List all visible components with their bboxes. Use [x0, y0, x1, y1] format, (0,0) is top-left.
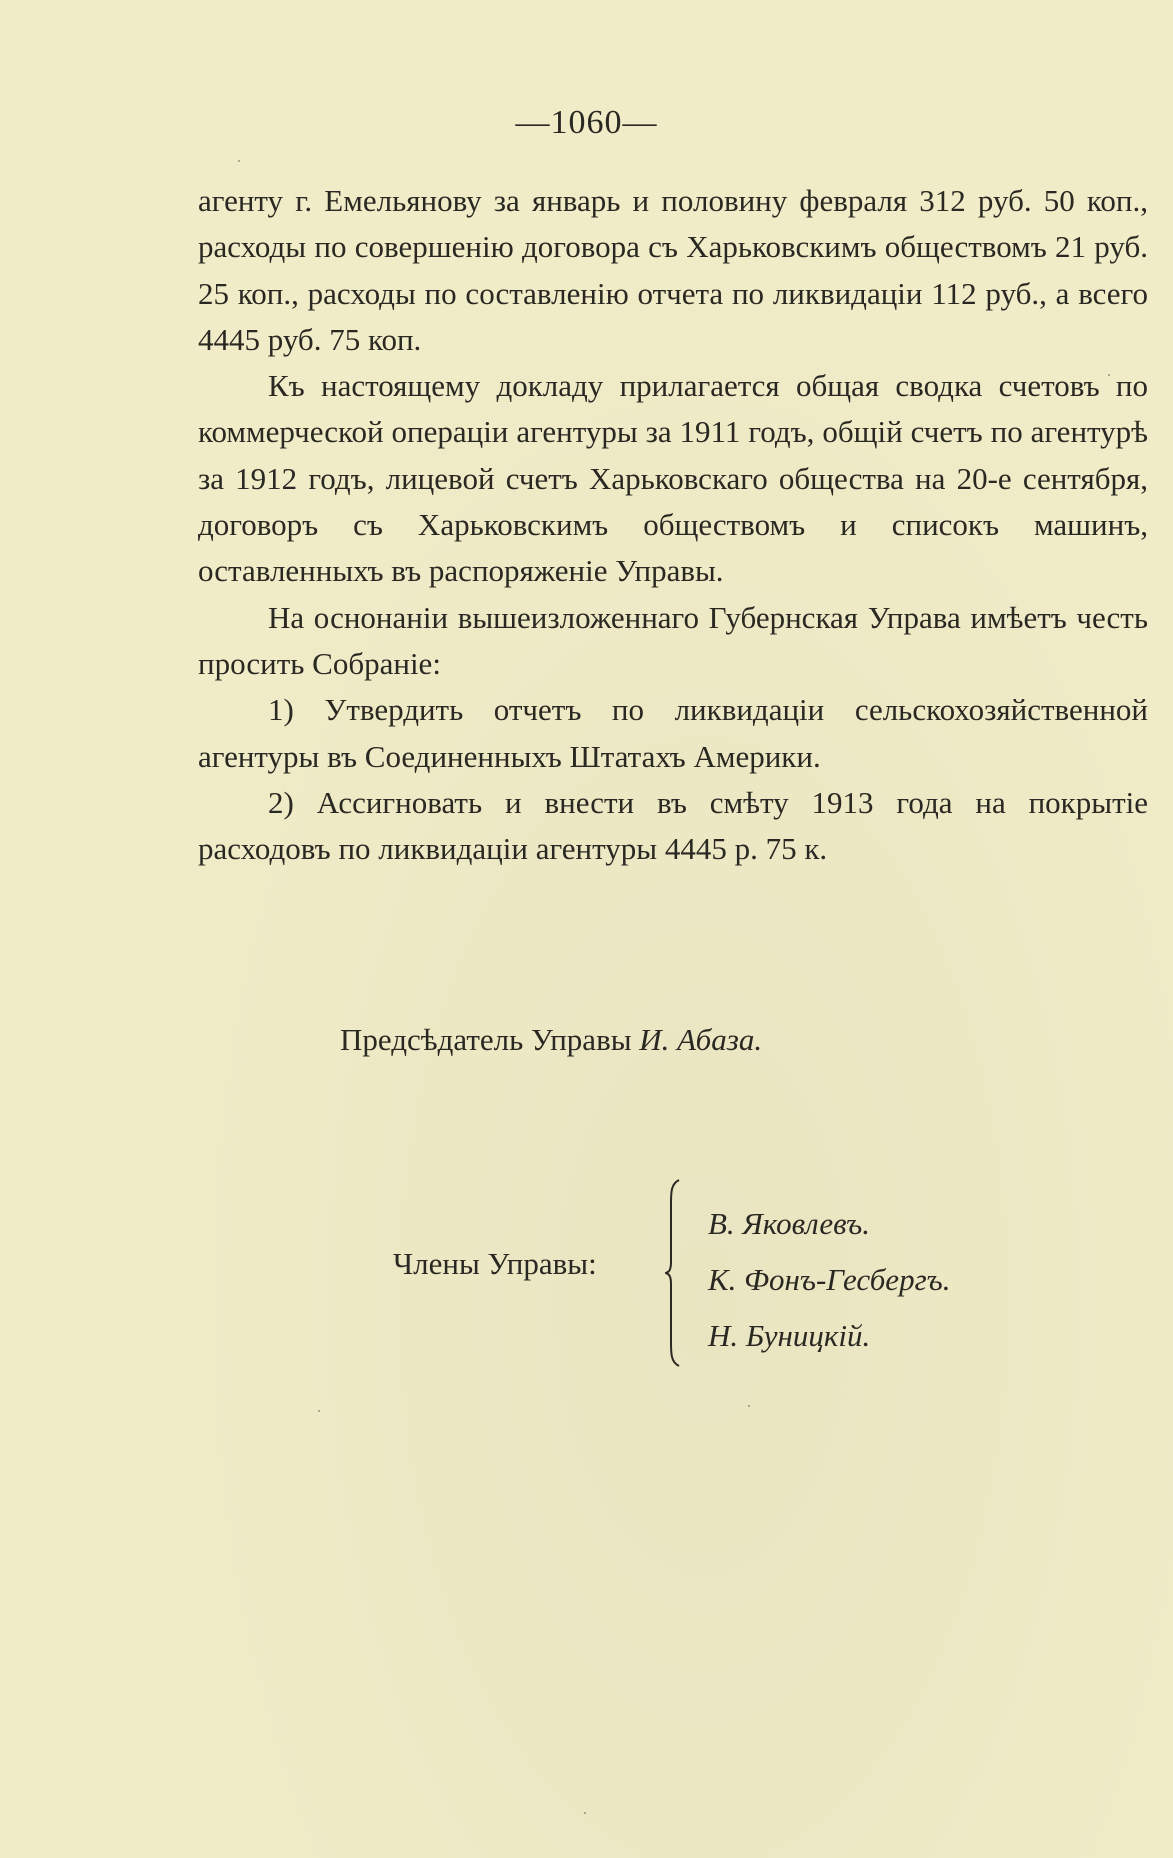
members-label: Члены Управы: [393, 1246, 597, 1281]
paragraph-expenses: агенту г. Емельянову за январь и половину февраля 312 руб. 50 коп., расходы по совершенiю договора съ Харьковскимъ обществомъ 21 руб. 25 коп., расходы по составленiю отчета по ликвидацiи 112 руб., а всего 4445 руб. 75 коп. [198, 183, 1148, 357]
member-name: К. Фонъ-Гесбергъ. [708, 1262, 951, 1297]
page-number: —1060— [515, 104, 658, 141]
report-text [198, 178, 1148, 872]
members-list [708, 1196, 951, 1364]
chairman-signature-line [340, 1022, 762, 1058]
chairman-signature: И. Абаза. [639, 1022, 763, 1057]
paragraph-attachments: Къ настоящему докладу прилагается общая сводка счетовъ по коммерческой операцiи агентуры за 1911 годъ, общiй счетъ по агентурѣ за 1912 годъ, лицевой счетъ Харьковскаго общества на 20-е сентября, договоръ съ Харьковскимъ обществомъ и списокъ машинъ, оставленныхъ въ распоряженiе Управы. [198, 368, 1148, 589]
paragraph-item-2: 2) Ассигновать и внести въ смѣту 1913 года на покрытiе расходовъ по ликвидацiи агентуры 4445 р. 75 к. [198, 784, 1148, 867]
paragraph-item-1: 1) Утвердить отчетъ по ликвидацiи сельскохозяйственной агентуры въ Соединенныхъ Штатахъ Америки. [198, 692, 1148, 774]
member-name: Н. Буницкiй. [708, 1318, 871, 1353]
member-name: В. Яковлевъ. [708, 1206, 871, 1241]
paragraph-request: На оснонанiи вышеизложеннаго Губернская Управа имѣетъ честь просить Собранiе: [198, 599, 1148, 681]
members-brace [665, 1178, 685, 1368]
chairman-label: Предсѣдатель Управы [340, 1022, 632, 1057]
